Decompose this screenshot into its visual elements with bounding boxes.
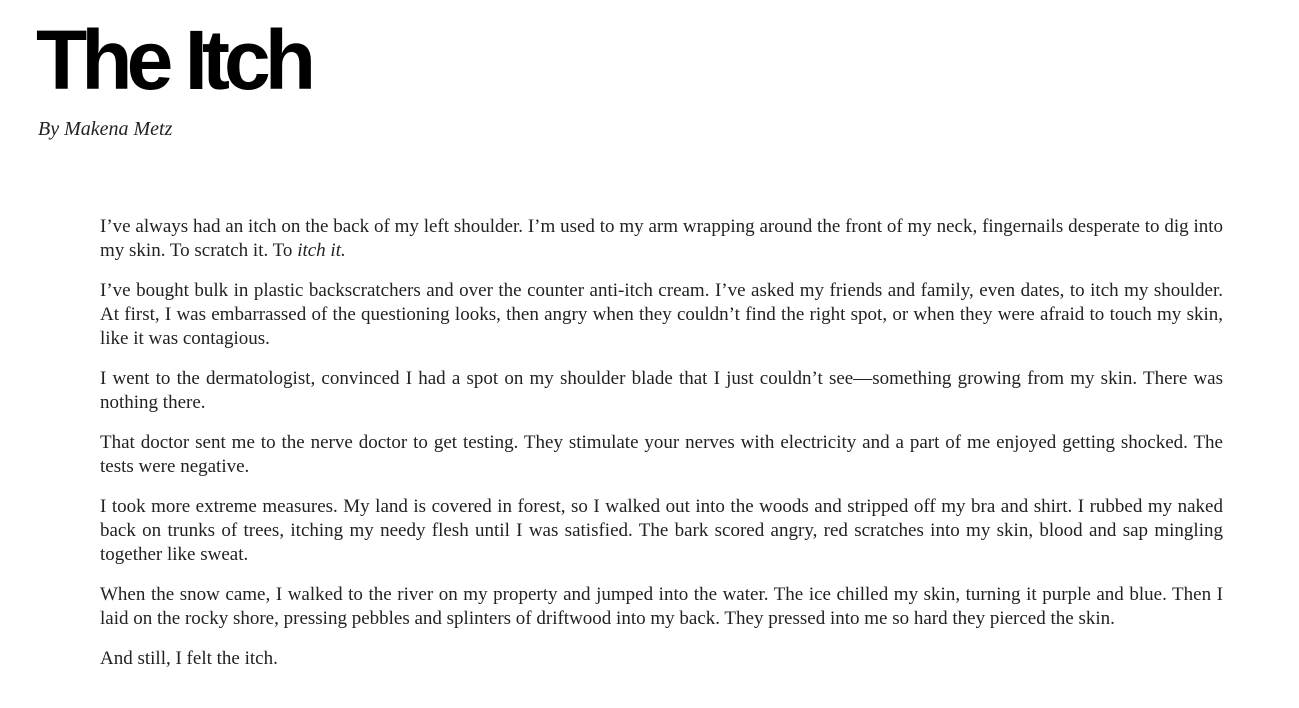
article-title: The Itch <box>36 13 311 107</box>
article-byline: By Makena Metz <box>38 118 173 140</box>
emphasized-text: itch it. <box>297 240 346 261</box>
story-paragraph <box>100 647 1223 671</box>
paragraph-text: And still, I felt the itch. <box>100 648 278 669</box>
story-paragraph <box>100 367 1223 415</box>
story-paragraph <box>100 495 1223 567</box>
paragraph-text: I’ve always had an itch on the back of my left shoulder. I’m used to my arm wrapping around the front of my neck, fingernails desperate to dig into my skin. To scratch it. To <box>100 216 1223 261</box>
paragraph-text: That doctor sent me to the nerve doctor to get testing. They stimulate your nerves with electricity and a part of me enjoyed getting shocked. The tests were negative. <box>100 432 1223 477</box>
paragraph-text: I took more extreme measures. My land is covered in forest, so I walked out into the woods and stripped off my bra and shirt. I rubbed my naked back on trunks of trees, itching my needy flesh until I was satisfied. The bark scored angry, red scratches into my skin, blood and sap mingling together like sweat. <box>100 496 1223 565</box>
paragraph-text: I’ve bought bulk in plastic backscratchers and over the counter anti-itch cream. I’ve asked my friends and family, even dates, to itch my shoulder. At first, I was embarrassed of the questioning looks, then angry when they couldn’t find the right spot, or when they were afraid to touch my skin, like it was contagious. <box>100 280 1223 349</box>
story-paragraph <box>100 583 1223 631</box>
paragraph-text: I went to the dermatologist, convinced I had a spot on my shoulder blade that I just couldn’t see—something growing from my skin. There was nothing there. <box>100 368 1223 413</box>
paragraph-text: When the snow came, I walked to the river on my property and jumped into the water. The ice chilled my skin, turning it purple and blue. Then I laid on the rocky shore, pressing pebbles and splinters of driftwood into my back. They pressed into me so hard they pierced the skin. <box>100 584 1223 629</box>
story-paragraph <box>100 431 1223 479</box>
article-body <box>100 215 1223 687</box>
story-paragraph <box>100 279 1223 351</box>
story-paragraph <box>100 215 1223 263</box>
